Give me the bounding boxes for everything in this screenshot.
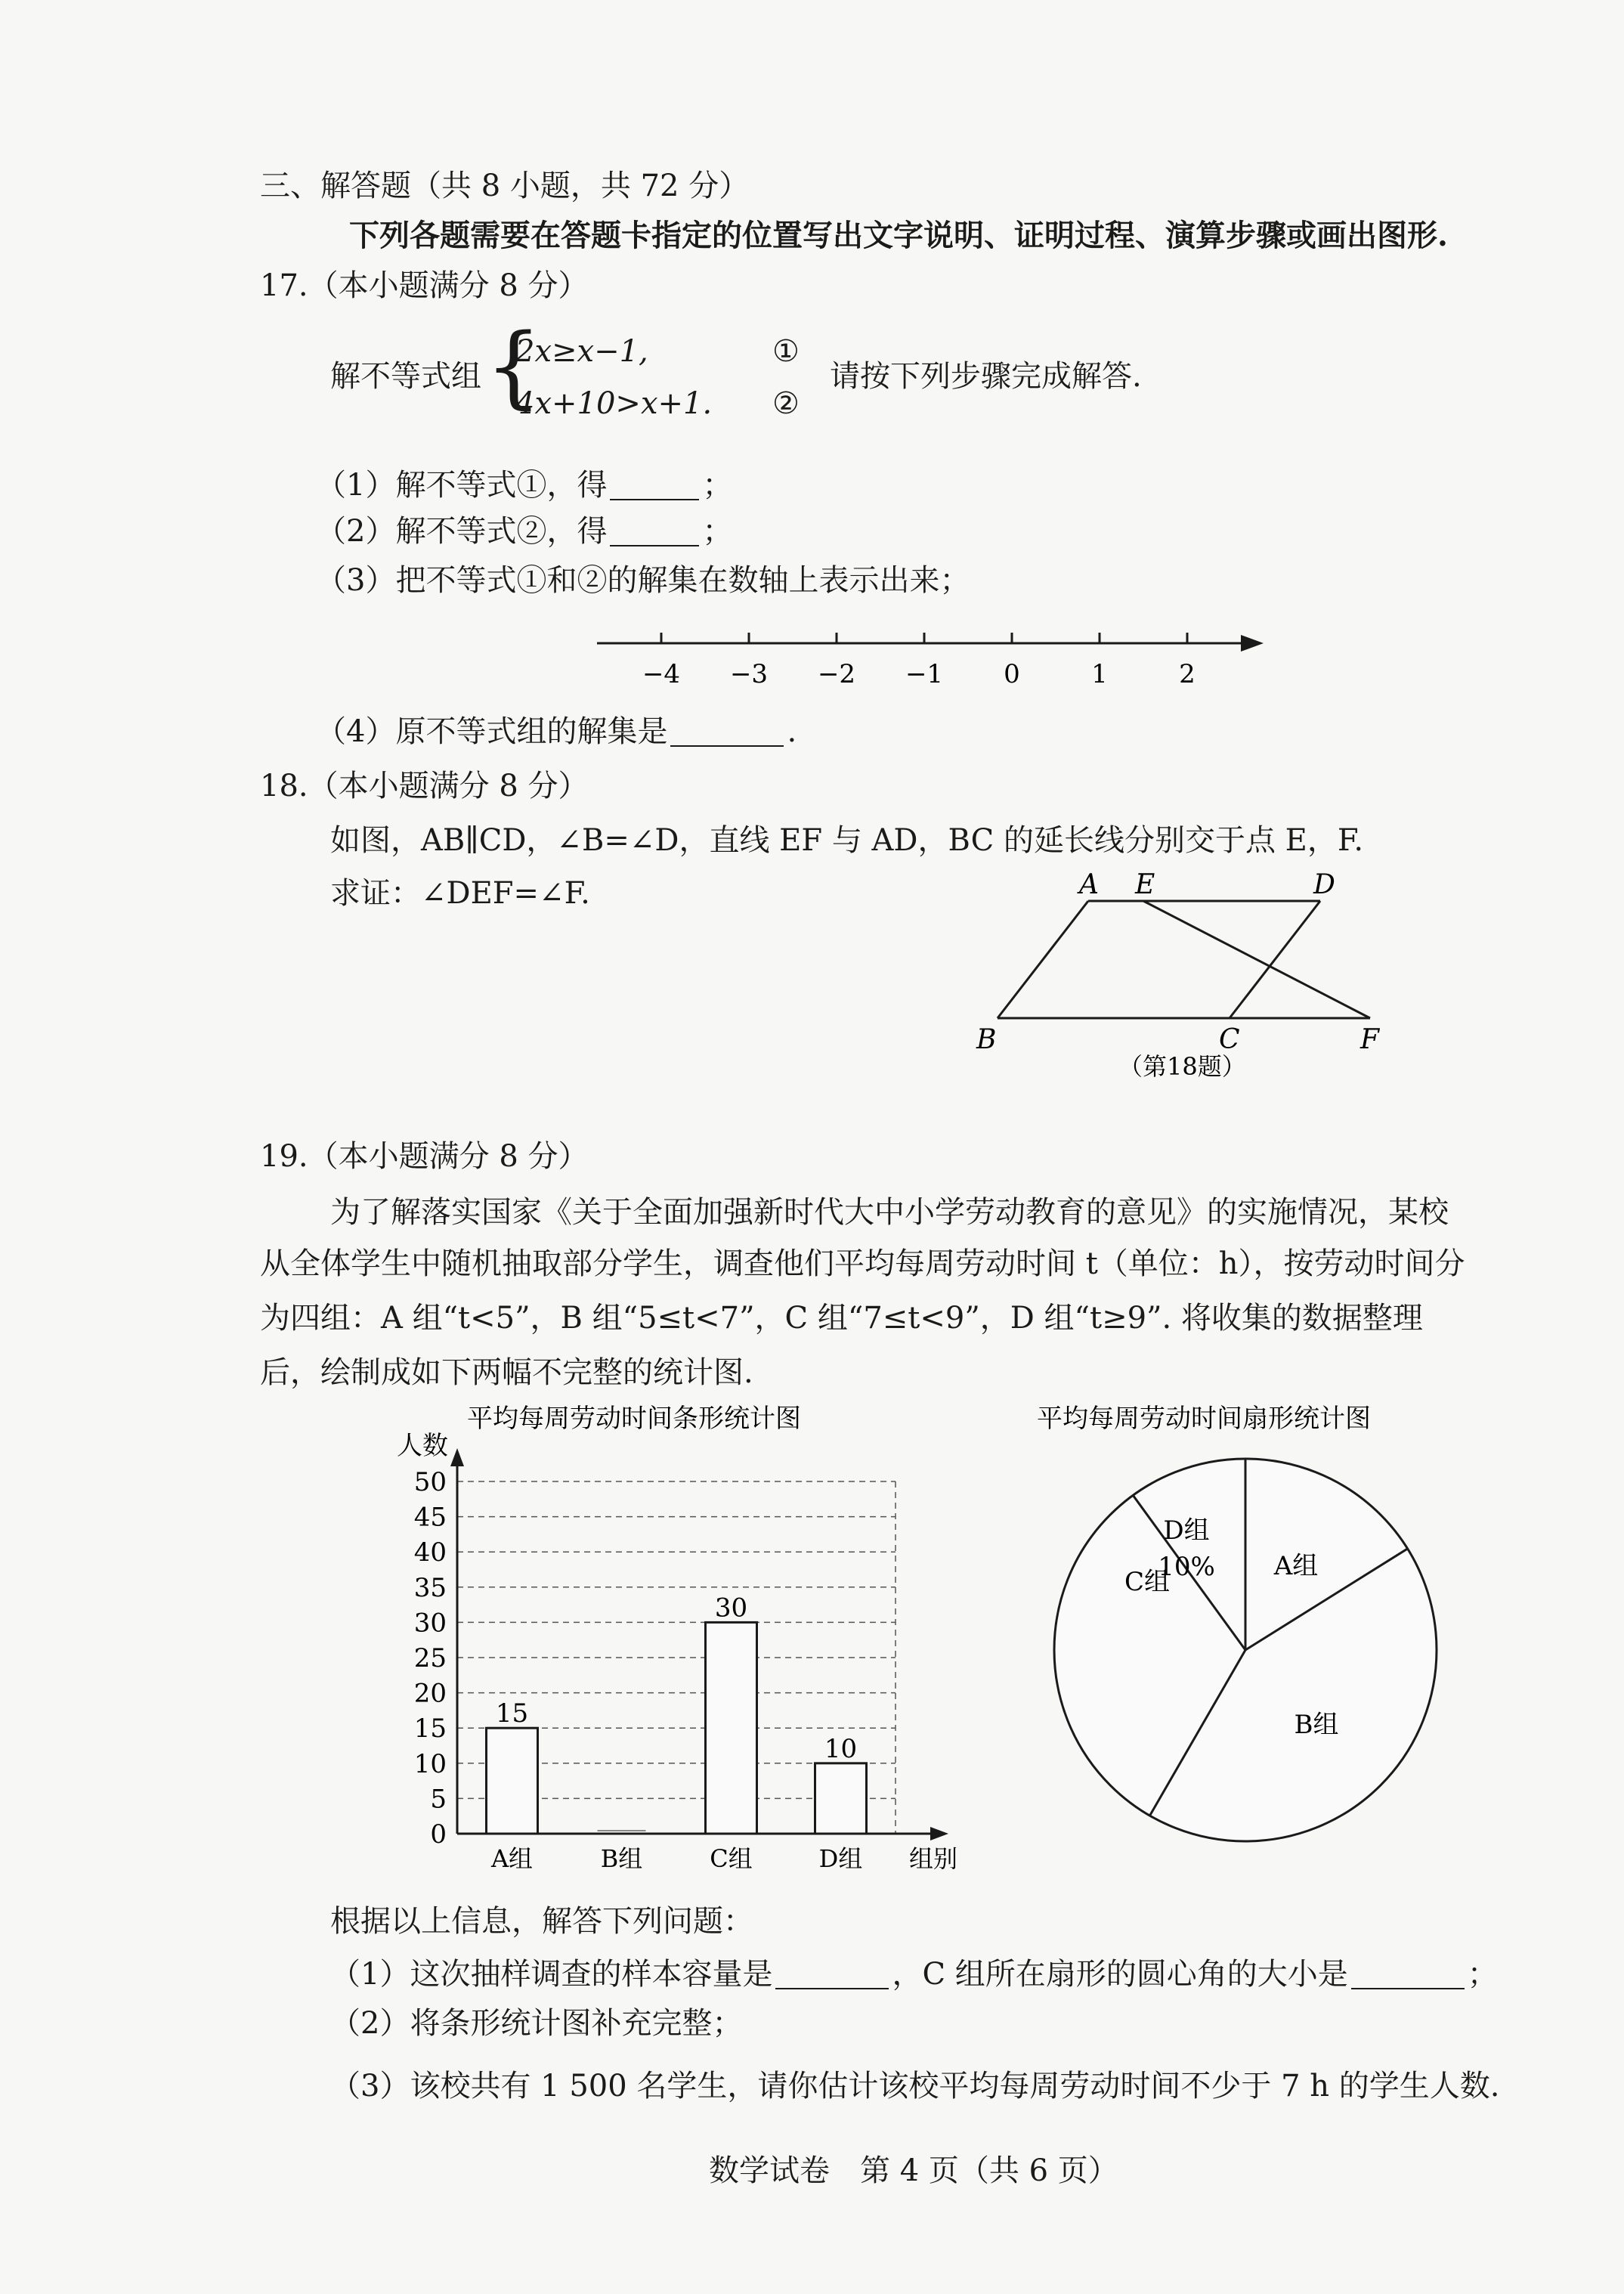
system-brace: { (485, 314, 543, 418)
label-D: D (1313, 869, 1335, 900)
y-tick-label: 5 (430, 1784, 447, 1815)
number-line (589, 616, 1270, 699)
q17-inequality-1: 2x≥x−1, (515, 334, 648, 369)
section-instruction: 下列各题需要在答题卡指定的位置写出文字说明、证明过程、演算步骤或画出图形. (349, 218, 1448, 253)
y-axis-label: 人数 (397, 1431, 448, 1461)
step1-end: ； (702, 468, 733, 503)
y-tick-label: 15 (413, 1714, 447, 1744)
pie-slice-label: C组 (1124, 1567, 1171, 1597)
q17-step4 (316, 714, 797, 749)
bar (487, 1728, 538, 1834)
q17-mark-2: ② (772, 386, 800, 421)
x-axis-label: 组别 (908, 1844, 957, 1873)
number-line-tick-label: 0 (1004, 659, 1020, 689)
q19-after: 根据以上信息，解答下列问题： (330, 1904, 753, 1939)
segment-AB (998, 901, 1088, 1018)
x-tick-label: D组 (818, 1844, 863, 1873)
answer-blank (775, 1962, 889, 1989)
y-tick-label: 0 (430, 1819, 447, 1850)
number-line-tick-label: −3 (729, 659, 769, 689)
q19-sub3: （3）该校共有 1 500 名学生，请你估计该校平均每周劳动时间不少于 7 h 的学生人数. (330, 2069, 1500, 2104)
pie-slice-label: B组 (1294, 1710, 1339, 1740)
number-line-tick-label: 1 (1091, 659, 1108, 689)
bar (815, 1763, 867, 1834)
q18-prove: 求证：∠DEF=∠F. (330, 876, 590, 911)
pie-slice-label: A组 (1273, 1551, 1319, 1581)
step4-text: （4）原不等式组的解集是 (316, 714, 668, 749)
q18-figure (967, 869, 1390, 1081)
step4-end: . (787, 714, 797, 749)
figure-caption: （第18题） (1118, 1052, 1246, 1081)
y-tick-label: 35 (413, 1572, 447, 1603)
y-tick-label: 30 (413, 1608, 447, 1639)
bar-chart-title: 平均每周劳动时间条形统计图 (467, 1404, 801, 1434)
number-line-tick-label: −1 (905, 659, 944, 689)
pie-slice-label: D组 (1163, 1515, 1210, 1546)
bar (706, 1622, 757, 1834)
x-axis-arrow (930, 1827, 948, 1840)
segment-EF (1143, 901, 1370, 1018)
x-tick-label: A组 (490, 1844, 534, 1873)
pie-chart-title: 平均每周劳动时间扇形统计图 (1037, 1404, 1371, 1434)
answer-blank (610, 519, 699, 546)
q17-inequality-2: 4x+10>x+1. (515, 386, 713, 421)
answer-blank (1351, 1962, 1465, 1989)
q19-header: 19.（本小题满分 8 分） (260, 1139, 589, 1174)
y-tick-label: 10 (413, 1748, 447, 1779)
bar-chart (378, 1397, 998, 1881)
bar-value-label: 30 (714, 1593, 748, 1624)
number-line-tick-label: 2 (1179, 659, 1196, 689)
q17-step3: （3）把不等式①和②的解集在数轴上表示出来； (316, 563, 970, 598)
y-tick-label: 45 (413, 1502, 447, 1533)
step2-text: （2）解不等式②，得 (316, 514, 608, 549)
sub1-text-c: ； (1467, 1957, 1498, 1992)
x-tick-label: C组 (710, 1844, 753, 1873)
y-tick-label: 40 (413, 1537, 447, 1568)
y-tick-label: 25 (413, 1643, 447, 1673)
q19-para-2: 从全体学生中随机抽取部分学生，调查他们平均每周劳动时间 t（单位：h），按劳动时间分 (260, 1246, 1465, 1281)
sub1-text-b: ，C 组所在扇形的圆心角的大小是 (892, 1957, 1348, 1992)
y-tick-label: 20 (413, 1678, 447, 1709)
label-A: A (1079, 869, 1099, 900)
q19-para-1: 为了解落实国家《关于全面加强新时代大中小学劳动教育的意见》的实施情况，某校 (330, 1195, 1449, 1230)
sub1-text-a: （1）这次抽样调查的样本容量是 (330, 1957, 773, 1992)
q19-para-3: 为四组：A 组“t<5”，B 组“5≤t<7”，C 组“7≤t<9”，D 组“t≥9”. 将收集的数据整理 (260, 1301, 1423, 1336)
bar-value-label: 15 (495, 1698, 529, 1729)
segment-DC (1230, 901, 1320, 1018)
label-F: F (1360, 1024, 1379, 1055)
pie-slice-percent: 10% (1158, 1552, 1215, 1582)
q17-header: 17.（本小题满分 8 分） (260, 268, 589, 303)
number-line-arrow (1241, 635, 1264, 652)
q17-step2 (316, 514, 733, 549)
q17-prompt: 请按下列步骤完成解答. (830, 359, 1142, 394)
q19-sub2: （2）将条形统计图补充完整； (330, 2006, 743, 2041)
pie-chart (1028, 1397, 1496, 1850)
q19-sub1 (330, 1957, 1498, 1992)
number-line-tick-label: −4 (642, 659, 681, 689)
step1-text: （1）解不等式①，得 (316, 468, 608, 503)
page-footer: 数学试卷 第 4 页（共 6 页） (709, 2153, 1118, 2188)
answer-blank (610, 473, 699, 500)
bar-value-label: 10 (824, 1733, 858, 1764)
q17-step1 (316, 468, 733, 503)
label-C: C (1219, 1024, 1240, 1055)
q19-para-4: 后，绘制成如下两幅不完整的统计图. (260, 1355, 753, 1390)
q18-given: 如图，AB∥CD，∠B=∠D，直线 EF 与 AD，BC 的延长线分别交于点 E，F. (330, 823, 1364, 858)
number-line-tick-label: −2 (817, 659, 856, 689)
y-tick-label: 50 (413, 1467, 447, 1497)
q18-header: 18.（本小题满分 8 分） (260, 769, 589, 803)
step2-end: ； (702, 514, 733, 549)
y-axis-arrow (450, 1448, 464, 1466)
label-E: E (1135, 869, 1155, 900)
label-B: B (976, 1024, 997, 1055)
section-title: 三、解答题（共 8 小题，共 72 分） (260, 169, 750, 203)
q17-intro: 解不等式组 (330, 359, 481, 394)
x-tick-label: B组 (600, 1844, 643, 1873)
answer-blank (670, 720, 784, 747)
q17-mark-1: ① (772, 334, 800, 369)
